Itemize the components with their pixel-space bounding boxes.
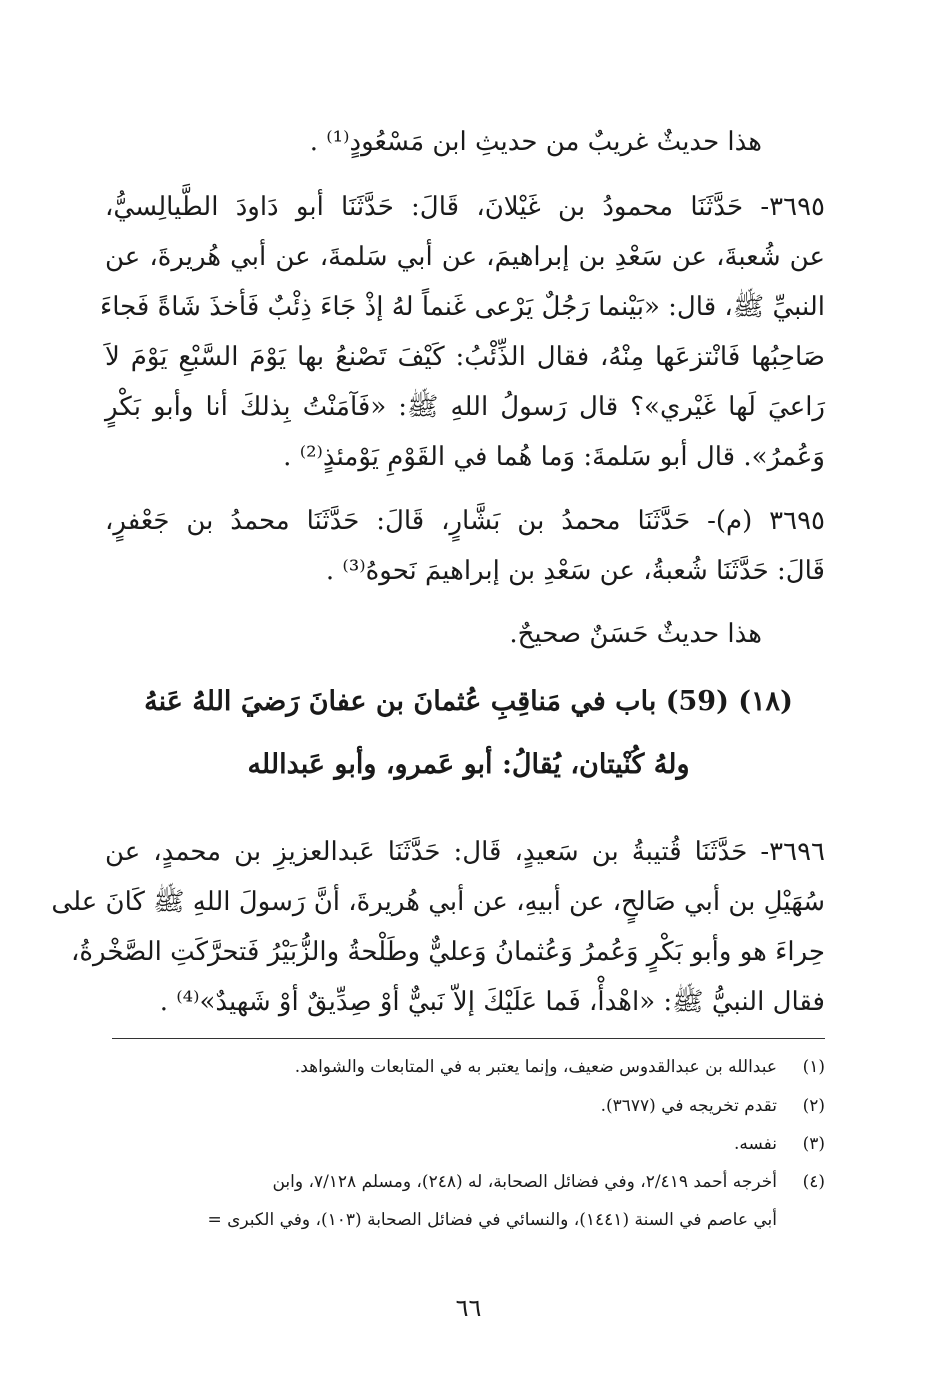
hadith-3695-line-5: رَاعيَ لَها غَيْري»؟ قال رَسولُ اللهِ ﷺ: «فَآمَنْتُ بِذلكَ أنا وأبو بَكْرٍ [105, 392, 825, 422]
footnote-text: عبدالله بن عبدالقدوس ضعيف، وإنما يعتبر به في المتابعات والشواهد. [294, 1057, 777, 1077]
hadith-3695-line-1: ٣٦٩٥- حَدَّثَنَا محمودُ بن غَيْلانَ، قَالَ: حَدَّثَنَا أبو دَاودَ الطَّيالِسيُّ، [105, 192, 825, 222]
footnote-separator [112, 1038, 825, 1039]
footnote-3 [100, 1135, 825, 1154]
hadith-3695-line-3: النبيِّ ﷺ، قال: «بَيْنما رَجُلٌ يَرْعى غَنماً لهُ إذْ جَاءَ ذِئْبٌ فَأخذَ شَاةً فَجاءَ [99, 292, 825, 322]
footnote-1 [100, 1058, 825, 1077]
footnote-text: تقدم تخريجه في (٣٦٧٧). [600, 1096, 777, 1116]
hadith-3696-line-3: حِراءَ هو وأبو بَكْرٍ وَعُمرُ وَعُثمانُ وَعليٌّ وطَلْحةُ والزُّبَيْرُ فَتحرَّكَتِ الصَّخْرةُ، [71, 937, 825, 967]
footnote-number: (٢) [802, 1096, 825, 1116]
hadith-3695m-line-1: ٣٦٩٥ (م)- حَدَّثَنَا محمدُ بن بَشَّارٍ، قَالَ: حَدَّثَنَا محمدُ بن جَعْفرٍ، [105, 506, 825, 536]
hadith-3695-line-2: عن شُعبةَ، عن سَعْدِ بن إبراهيمَ، عن أبي سَلمةَ، عن أبي هُريرةَ، عن [105, 242, 825, 272]
hadith-3696-line-1: ٣٦٩٦- حَدَّثَنَا قُتيبةُ بن سَعيدٍ، قَال: حَدَّثَنَا عَبدالعزيزِ بن محمدٍ، عن [105, 837, 825, 867]
page-number: ٦٦ [455, 1294, 482, 1322]
footnote-4-continued: أبي عاصم في السنة (١٤٤١)، والنسائي في فضائل الصحابة (١٠٣)، وفي الكبرى = [207, 1210, 777, 1230]
footnote-4 [100, 1173, 825, 1192]
footnote-2 [100, 1097, 825, 1116]
hadith-3695-line-6: وَعُمرُ». قال أبو سَلمةَ: وَما هُما في القَوْمِ يَوْمئذٍ⁽²⁾ . [283, 442, 825, 472]
chapter-subtitle: ولهُ كُنْيتان، يُقالُ: أبو عَمرو، وأبو عَبدالله [247, 749, 690, 780]
hadith-3695-line-4: صَاحِبُها فَانْتزعَها مِنْهُ، فقال الذِّئْبُ: كَيْفَ تَصْنعُ بها يَوْمَ السَّبْعِ يَوْمَ لاَ [105, 342, 825, 372]
chapter-title: (١٨) (59) باب في مَناقِبِ عُثمانَ بن عفانَ رَضيَ اللهُ عَنهُ [144, 686, 793, 717]
hadith-3696-line-4: فقال النبيُّ ﷺ: «اهْدأْ، فَما عَلَيْكَ إلاّ نَبيٌّ أوْ صِدِّيقٌ أوْ شَهيدٌ»⁽⁴⁾ . [159, 987, 825, 1017]
footnote-text: نفسه. [733, 1134, 777, 1154]
footnote-text: أخرجه أحمد ٢/٤١٩، وفي فضائل الصحابة، له (٢٤٨)، ومسلم ٧/١٢٨، وابن [272, 1172, 777, 1192]
hadith-grade-line-2: هذا حديثٌ حَسَنٌ صحيحٌ. [509, 619, 762, 649]
footnote-number: (٤) [802, 1172, 825, 1192]
hadith-grade-line-1: هذا حديثٌ غريبٌ من حديثِ ابن مَسْعُودٍ⁽¹⁾ . [309, 127, 762, 157]
footnote-number: (١) [802, 1057, 825, 1077]
hadith-3696-line-2: سُهَيْلِ بن أبي صَالحٍ، عن أبيهِ، عن أبي هُريرةَ، أنَّ رَسولَ اللهِ ﷺ كَانَ على [51, 887, 825, 917]
hadith-3695m-line-2: قَالَ: حَدَّثَنَا شُعبةُ، عن سَعْدِ بن إبراهيمَ نَحوهُ⁽³⁾ . [325, 556, 825, 586]
footnote-number: (٣) [802, 1134, 825, 1154]
